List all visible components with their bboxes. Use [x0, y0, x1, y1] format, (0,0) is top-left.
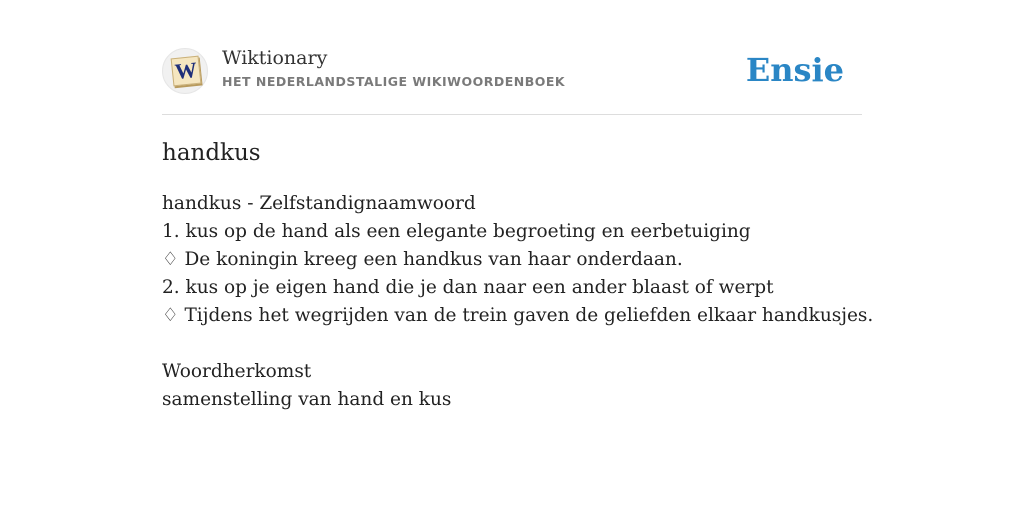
logo-tile [171, 56, 202, 87]
logo-letter: W [173, 56, 199, 85]
definition-2: 2. kus op je eigen hand die je dan naar een ander blaast of werpt [162, 277, 774, 298]
etymology-text: samenstelling van hand en kus [162, 389, 452, 410]
wiktionary-logo-icon[interactable] [162, 48, 208, 94]
definition-1: 1. kus op de hand als een elegante begroeting en eerbetuiging [162, 221, 751, 242]
spacer [162, 330, 882, 358]
word-class-line: handkus - Zelfstandignaamwoord [162, 193, 476, 214]
page-title: handkus [162, 140, 261, 166]
site-name[interactable]: Wiktionary [222, 47, 328, 69]
example-1: ♢ De koningin kreeg een handkus van haar onderdaan. [162, 249, 683, 270]
site-tagline: HET NEDERLANDSTALIGE WIKIWOORDENBOEK [222, 74, 566, 89]
ensie-brand-logo[interactable]: Ensie [745, 51, 844, 89]
etymology-label: Woordherkomst [162, 361, 312, 382]
site-header [162, 46, 862, 115]
example-2: ♢ Tijdens het wegrijden van de trein gaven de geliefden elkaar handkusjes. [162, 305, 874, 326]
entry-content [162, 190, 882, 414]
